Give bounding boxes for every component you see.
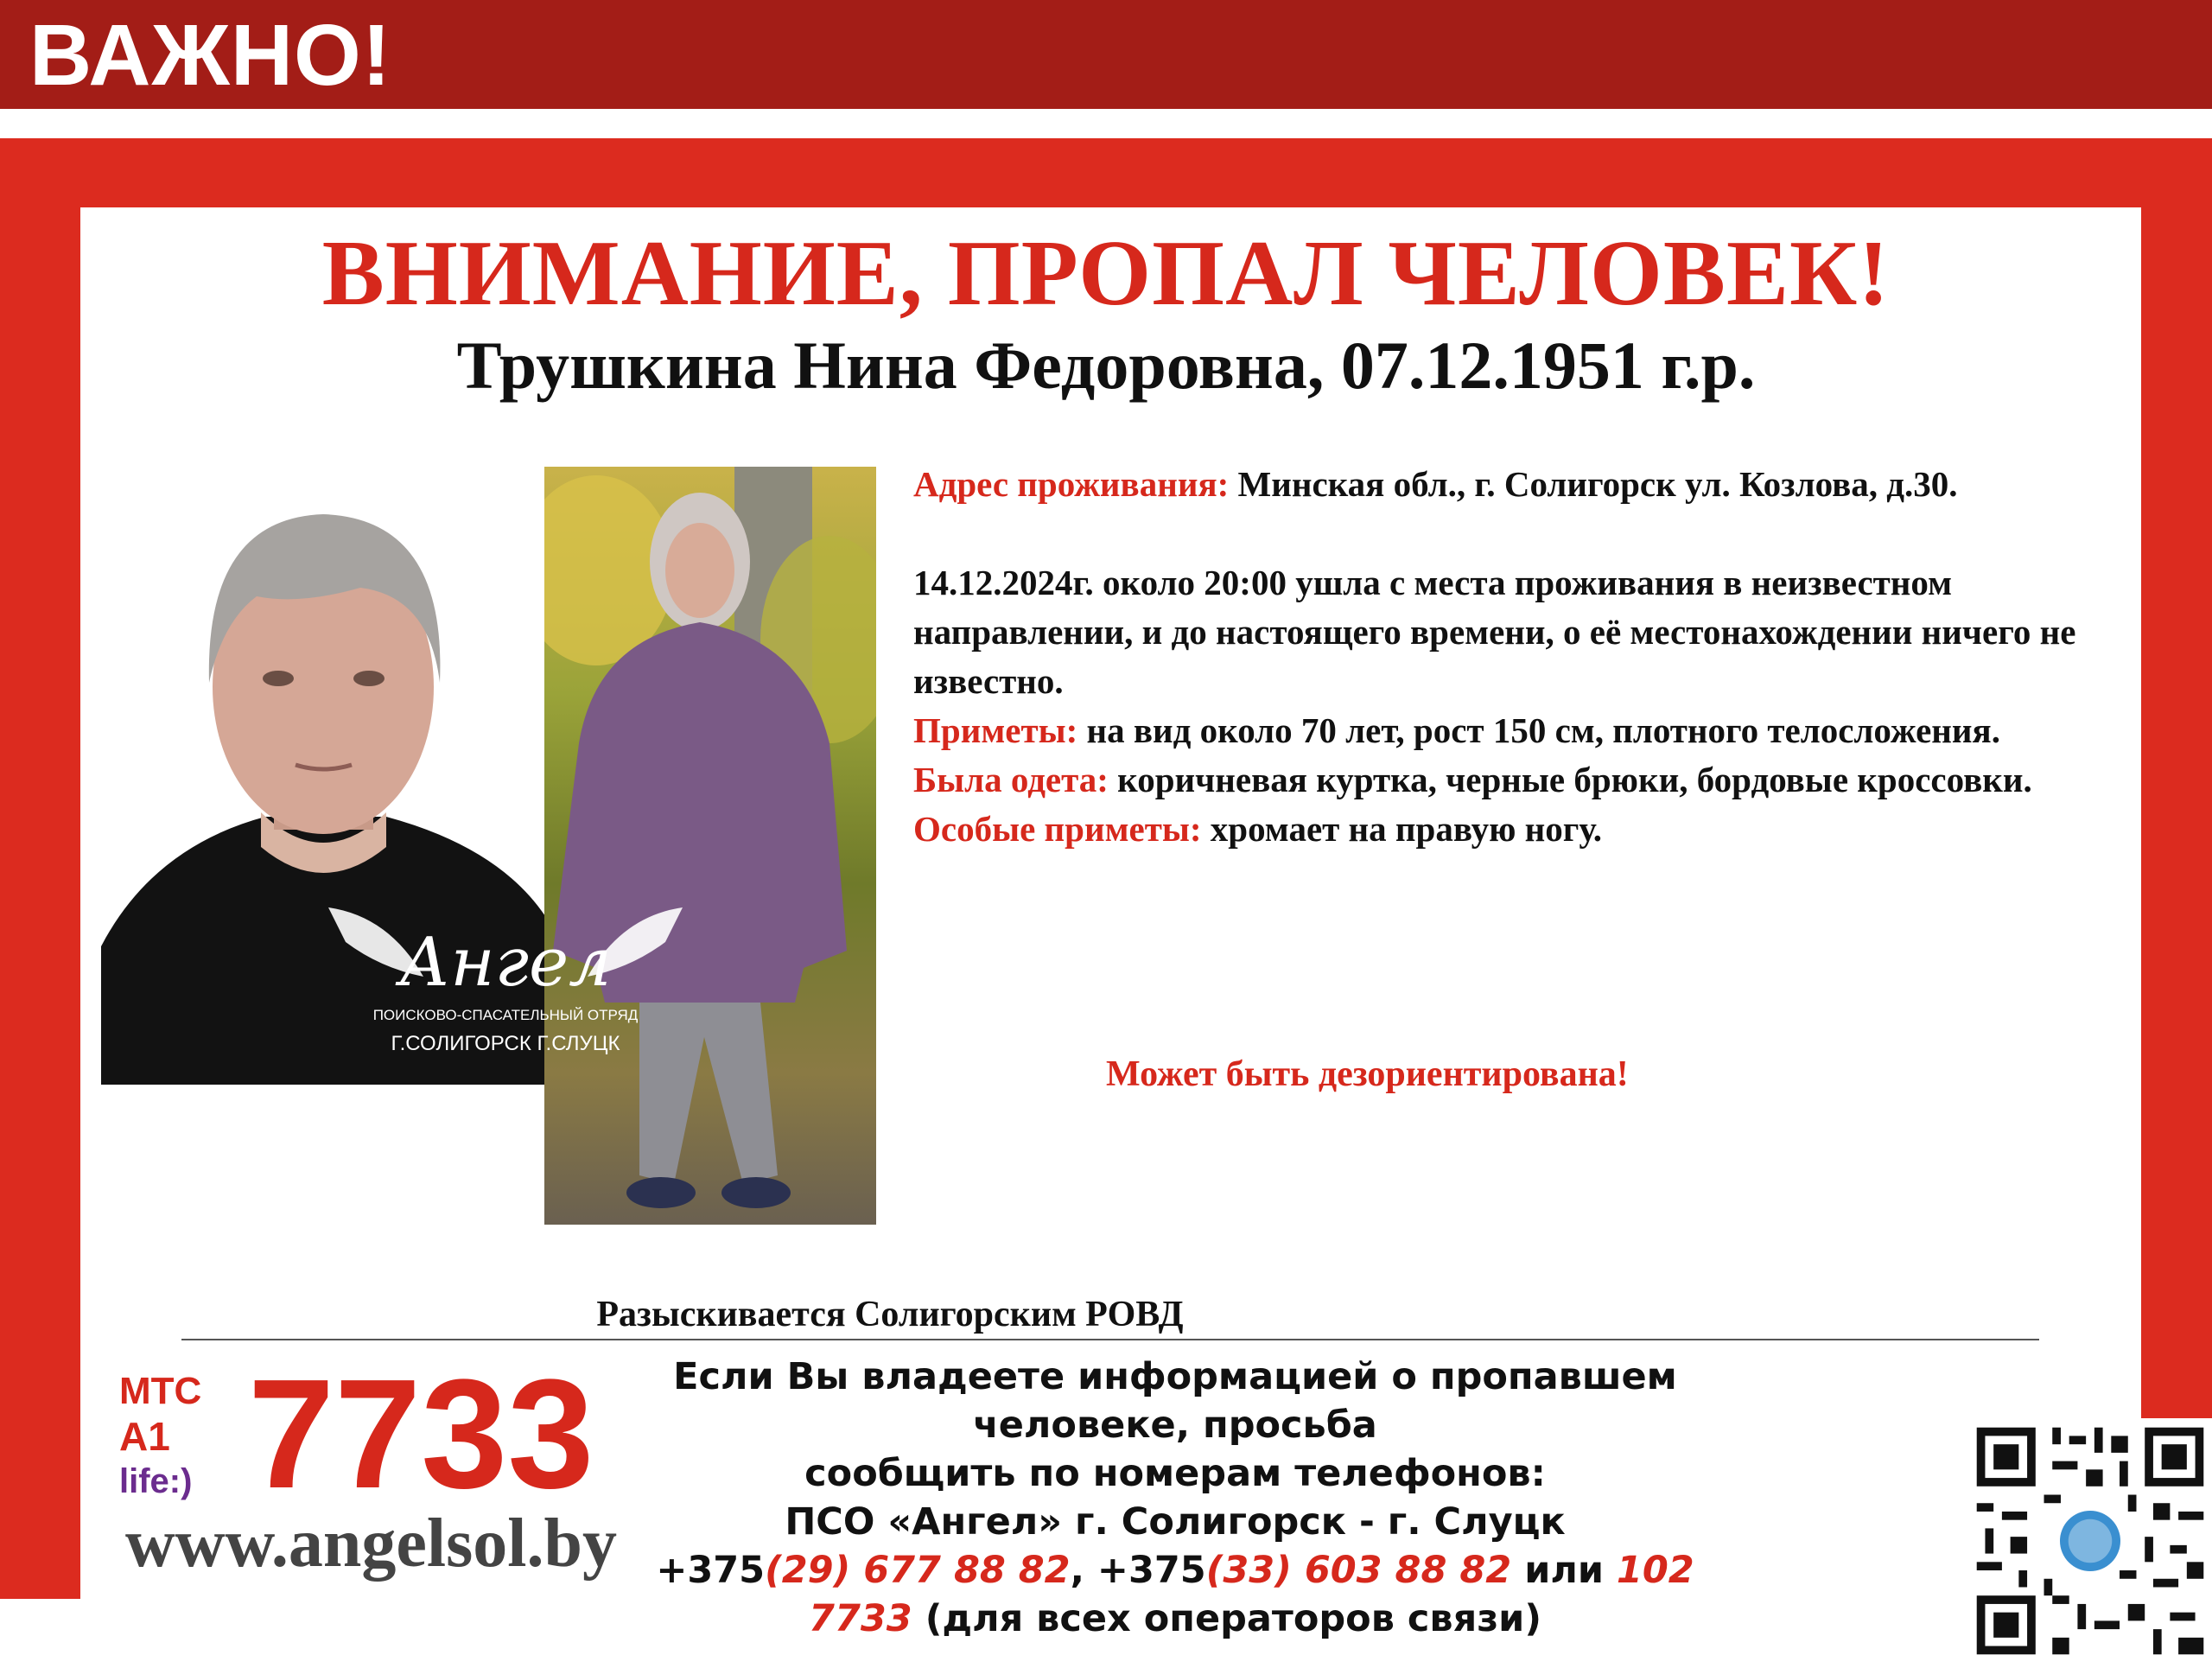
address-label: Адрес проживания: [913,464,1230,504]
signs-paragraph [913,706,2106,755]
full-length-photo [544,467,876,1225]
special-paragraph [913,805,2106,854]
contact-short-line [562,1595,1789,1643]
website-link[interactable]: www.angelsol.by [125,1506,617,1582]
a1-logo: A1 [119,1414,170,1459]
phone-1[interactable]: (29) 677 88 82 [765,1549,1071,1592]
event-paragraph: 14.12.2024г. около 20:00 ушла с места проживания в неизвестном направлении, и до настоящего времени, о её местонахождении ничего не известно. [913,563,2076,701]
clothes-value: коричневая куртка, черные брюки, бордовые кроссовки. [1108,760,2032,799]
missing-person-details [913,460,2106,854]
contact-line-2: сообщить по номерам телефонов: [804,1452,1546,1495]
phone-prefix-2: +375 [1096,1549,1206,1592]
contact-line-1: Если Вы владеете информацией о пропавшем человеке, просьба [673,1355,1677,1447]
qr-code-graphic [1968,1418,2212,1664]
important-label: ВАЖНО! [29,7,392,104]
wanted-by: Разыскивается Солигорским РОВД [596,1295,1184,1334]
address-value: Минская обл., г. Солигорск ул. Козлова, д.30. [1229,464,1958,504]
disorientation-warning: Может быть дезориентирована! [1106,1054,1629,1094]
clothes-paragraph [913,755,2106,805]
person-name: Трушкина Нина Федоровна, 07.12.1951 г.р. [456,328,1756,403]
life-logo: life:) [119,1462,193,1500]
watermark-subtitle: ПОИСКОВО-СПАСАТЕЛЬНЫЙ ОТРЯД [372,1007,639,1023]
short-number: 7733 [248,1347,594,1521]
divider [181,1339,2039,1340]
full-length-illustration [544,467,876,1225]
watermark-cities: Г.СОЛИГОРСК Г.СЛУЦК [391,1032,620,1055]
phone-separator: , [1070,1549,1097,1592]
contact-line-3: ПСО «Ангел» г. Солигорск - г. Слуцк [785,1500,1566,1544]
short-number-inline[interactable]: 7733 [809,1597,912,1640]
special-value: хромает на правую ногу. [1201,809,1603,849]
operators-note: (для всех операторов связи) [912,1597,1541,1640]
or-word: или [1511,1549,1617,1592]
signs-value: на вид около 70 лет, рост 150 см, плотного телосложения. [1077,710,2000,750]
qr-code[interactable] [1968,1418,2212,1664]
watermark-brand: Ангел [399,924,612,1002]
phone-2[interactable]: (33) 603 88 82 [1205,1549,1512,1592]
address-paragraph [913,460,2106,509]
operator-logos [119,1369,249,1504]
important-banner [0,0,2212,109]
special-label: Особые приметы: [913,809,1202,849]
emergency-number[interactable]: 102 [1616,1549,1694,1592]
contact-info [562,1353,1789,1643]
angel-watermark [320,890,691,1063]
clothes-label: Была одета: [913,760,1109,799]
contact-phones [562,1546,1789,1595]
phone-prefix-1: +375 [656,1549,766,1592]
mts-logo: МТС [119,1370,202,1412]
headline: ВНИМАНИЕ, ПРОПАЛ ЧЕЛОВЕК! [321,222,1891,325]
signs-label: Приметы: [913,710,1078,750]
